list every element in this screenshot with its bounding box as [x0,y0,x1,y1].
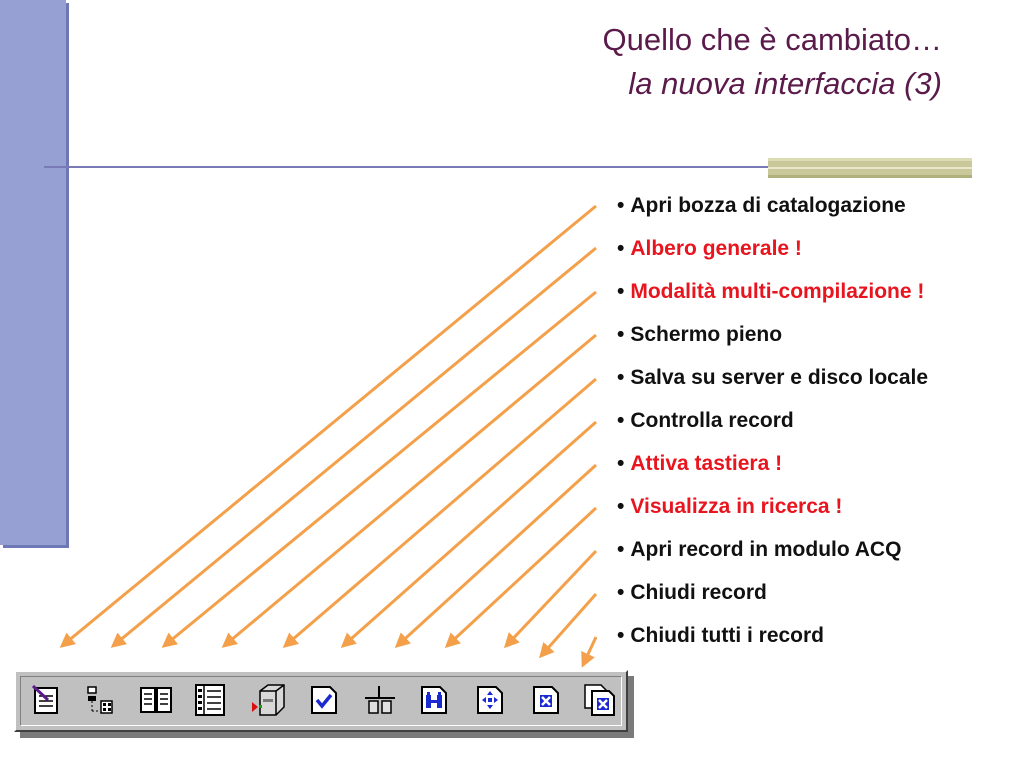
multi-compile-icon [139,684,173,716]
feature-label: Albero generale ! [630,237,802,260]
toolbar [14,670,628,732]
bullet-glyph: • [617,581,625,604]
feature-item [617,362,928,405]
feature-item [617,276,928,319]
pointer-arrow [164,292,596,646]
feature-label: Modalità multi-compilazione ! [630,280,925,303]
pointer-arrow [343,422,596,646]
feature-label: Chiudi record [630,581,767,604]
check-record-button[interactable] [306,682,342,718]
feature-item [617,491,928,534]
feature-label: Salva su server e disco locale [630,366,929,389]
feature-item [617,534,928,577]
open-draft-icon [30,684,62,716]
bullet-glyph: • [617,624,625,647]
full-screen-icon [193,683,227,717]
full-screen-button[interactable] [192,682,228,718]
slide-title: Quello che è cambiato… [602,22,942,57]
close-record-icon [530,684,562,716]
pointer-arrow [224,335,596,646]
view-in-search-button[interactable] [416,682,452,718]
multi-compile-button[interactable] [138,682,174,718]
bullet-glyph: • [617,237,625,260]
close-all-records-icon [583,683,617,717]
keyboard-button[interactable] [362,682,398,718]
feature-item [617,190,928,233]
slide-subtitle: la nuova interfaccia (3) [628,66,942,101]
feature-item [617,405,928,448]
save-server-disk-button[interactable] [250,682,286,718]
pointer-arrow [397,465,596,646]
open-draft-button[interactable] [28,682,64,718]
bullet-glyph: • [617,538,625,561]
pointer-arrow [541,594,596,656]
feature-label: Visualizza in ricerca ! [630,495,843,518]
feature-item [617,448,928,491]
pointer-arrow [62,206,596,646]
pointer-arrow [506,551,596,646]
tree-button[interactable] [82,682,118,718]
acq-module-icon [474,684,506,716]
feature-list [617,190,928,663]
feature-label: Chiudi tutti i record [630,624,825,647]
feature-label: Attiva tastiera ! [630,452,783,475]
keyboard-icon [363,684,397,716]
feature-label: Apri bozza di catalogazione [630,194,906,217]
feature-item [617,577,928,620]
pointer-arrow [583,637,596,665]
check-record-icon [308,684,340,716]
close-all-records-button[interactable] [582,682,618,718]
bullet-glyph: • [617,194,625,217]
acq-module-button[interactable] [472,682,508,718]
bullet-glyph: • [617,452,625,475]
feature-label: Schermo pieno [630,323,783,346]
feature-item [617,319,928,362]
close-record-button[interactable] [528,682,564,718]
feature-item [617,620,928,663]
view-in-search-icon [418,684,450,716]
bullet-glyph: • [617,409,625,432]
feature-label: Controlla record [630,409,794,432]
feature-label: Apri record in modulo ACQ [630,538,902,561]
feature-item [617,233,928,276]
bullet-glyph: • [617,280,625,303]
save-server-disk-icon [250,683,286,717]
tree-icon [84,684,116,716]
pointer-arrow [447,508,596,646]
bullet-glyph: • [617,323,625,346]
bullet-glyph: • [617,495,625,518]
bullet-glyph: • [617,366,625,389]
